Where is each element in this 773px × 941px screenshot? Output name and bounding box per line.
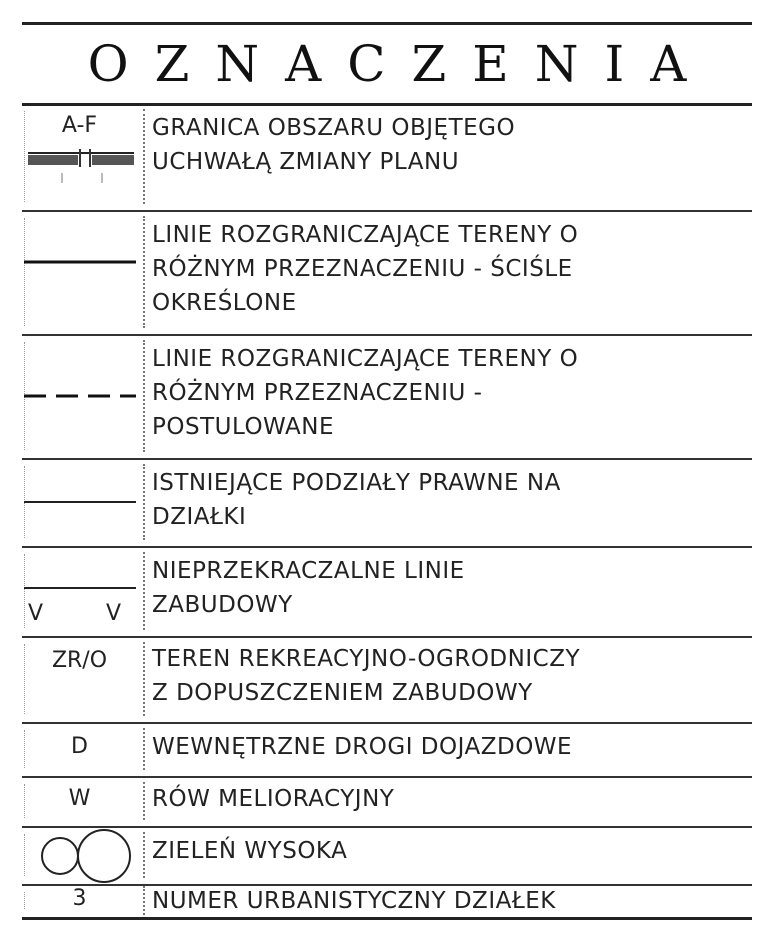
drainage-ditch-description: RÓW MELIORACYJNY (152, 786, 395, 812)
legend-row-parcel-number (22, 884, 752, 920)
legend-header (22, 22, 752, 106)
legend-row-boundary (22, 103, 752, 212)
legend-row-tall-greenery (22, 826, 752, 886)
recreation-area-code: ZR/O (51, 648, 108, 673)
drainage-ditch-code: W (68, 786, 91, 811)
parcel-number-description: NUMER URBANISTYCZNY DZIAŁEK (152, 888, 556, 914)
legend-row-building-lines (22, 546, 752, 638)
dashed-line-icon (22, 334, 142, 458)
svg-text:V: V (28, 601, 44, 626)
legend-title: OZNACZENIA (87, 35, 713, 93)
legend-row-postulated-lines (22, 334, 752, 460)
recreation-area-description: TEREN REKREACYJNO-OGRODNICZY Z DOPUSZCZENIEM ZABUDOWY (152, 646, 580, 706)
access-roads-code: D (71, 734, 88, 759)
legend-row-recreation-area (22, 636, 752, 724)
boundary-line-icon (22, 103, 142, 210)
thin-line-icon (22, 458, 142, 546)
building-lines-description: NIEPRZEKRACZALNE LINIE ZABUDOWY (152, 558, 465, 618)
legend-table (22, 22, 752, 917)
svg-text:V: V (106, 601, 122, 626)
building-line-icon (22, 546, 142, 636)
tree-circles-icon (22, 826, 142, 884)
access-roads-description: WEWNĘTRZNE DROGI DOJAZDOWE (152, 734, 573, 760)
solid-line-icon (22, 210, 142, 334)
legend-row-access-roads (22, 722, 752, 778)
parcel-number-code: 3 (72, 886, 87, 911)
legend-row-parcel-divisions (22, 458, 752, 548)
definite-lines-description: LINIE ROZGRANICZAJĄCE TERENY O RÓŻNYM PRZEZNACZENIU - ŚCIŚLE OKREŚLONE (152, 222, 579, 316)
legend-row-drainage-ditch (22, 776, 752, 828)
legend-row-definite-lines (22, 210, 752, 336)
postulated-lines-description: LINIE ROZGRANICZAJĄCE TERENY O RÓŻNYM PRZEZNACZENIU - POSTULOWANE (152, 346, 579, 440)
boundary-code: A-F (61, 113, 98, 138)
boundary-description: GRANICA OBSZARU OBJĘTEGO UCHWAŁĄ ZMIANY PLANU (152, 115, 516, 175)
parcel-divisions-description: ISTNIEJĄCE PODZIAŁY PRAWNE NA DZIAŁKI (152, 470, 561, 530)
tall-greenery-description: ZIELEŃ WYSOKA (152, 838, 348, 864)
